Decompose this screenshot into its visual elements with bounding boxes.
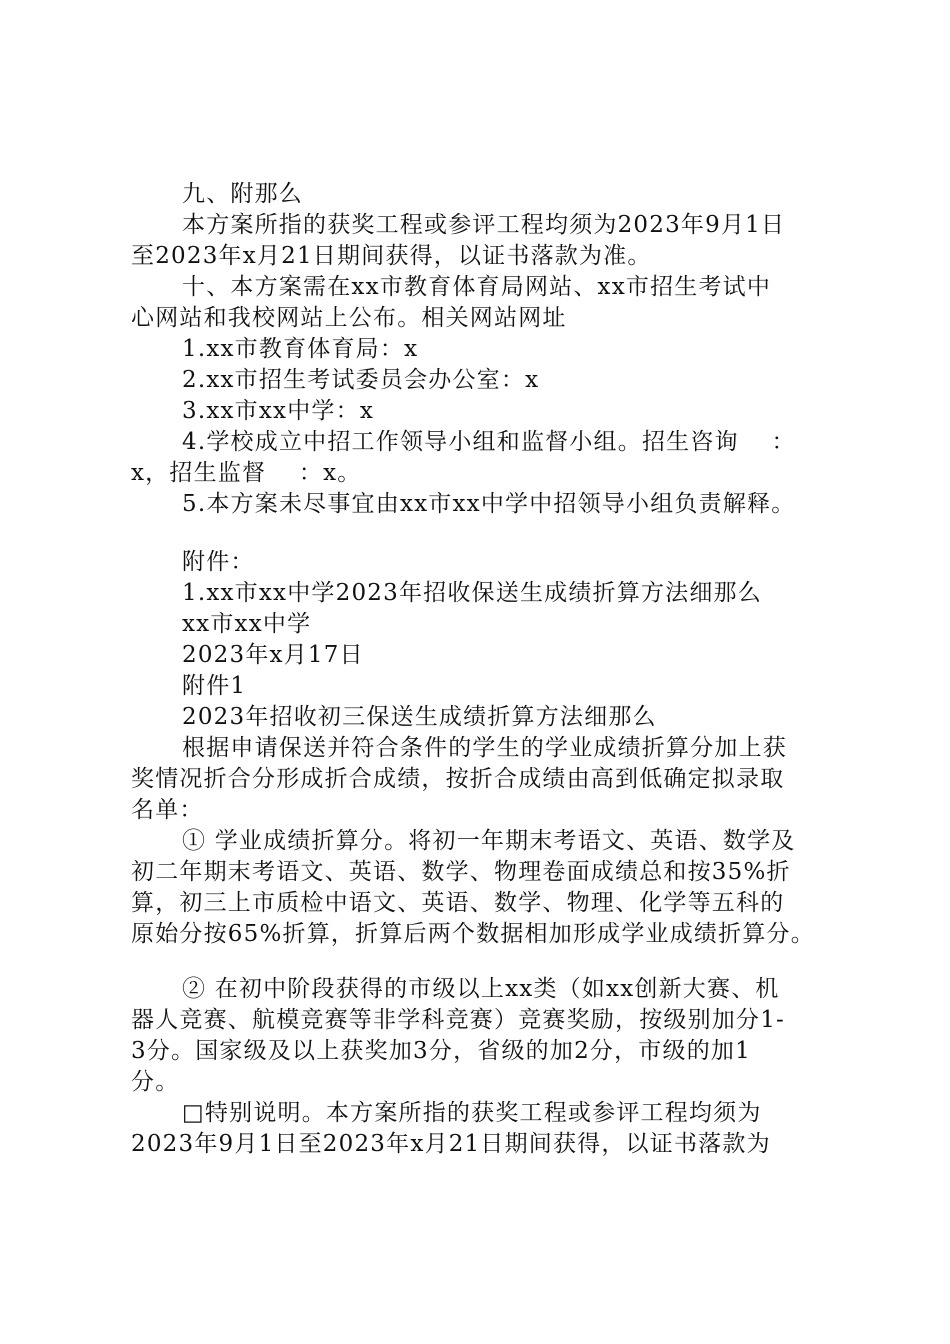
signature-org: xx市xx中学 xyxy=(182,611,312,637)
paragraph-line: 名单： xyxy=(131,797,204,823)
paragraph-line: 本方案所指的获奖工程或参评工程均须为2023年9月1日 xyxy=(182,212,786,238)
attachment-item: 1.xx市xx中学2023年招收保送生成绩折算方法细那么 xyxy=(182,580,762,606)
paragraph-line: 原始分按65%折算，折算后两个数据相加形成学业成绩折算分。 xyxy=(131,921,815,947)
paragraph-line: 至2023年x月21日期间获得，以证书落款为准。 xyxy=(131,243,652,269)
section-heading: 九、附那么 xyxy=(182,181,303,207)
list-item: 1.xx市教育体育局：x xyxy=(182,336,419,362)
list-item: 2.xx市招生考试委员会办公室：x xyxy=(182,367,540,393)
paragraph-line: 分。 xyxy=(131,1069,180,1095)
paragraph-line: ① 学业成绩折算分。将初一年期末考语文、英语、数学及 xyxy=(182,828,796,854)
appendix-title: 2023年招收初三保送生成绩折算方法细那么 xyxy=(182,704,657,730)
signature-date: 2023年x月17日 xyxy=(182,642,364,668)
list-item-continuation: x，招生监督 ：x。 xyxy=(131,460,362,486)
list-item: 5.本方案未尽事宜由xx市xx中学中招领导小组负责解释。 xyxy=(182,491,796,517)
paragraph-line: 心网站和我校网站上公布。相关网站网址 xyxy=(131,305,567,331)
paragraph-line: 3分。国家级及以上获奖加3分，省级的加2分，市级的加1 xyxy=(131,1038,751,1064)
paragraph-line: 算，初三上市质检中语文、英语、数学、物理、化学等五科的 xyxy=(131,890,785,916)
paragraph-line: ② 在初中阶段获得的市级以上xx类（如xx创新大赛、机 xyxy=(182,976,780,1002)
appendix-label: 附件1 xyxy=(182,673,247,699)
paragraph-line: 十、本方案需在xx市教育体育局网站、xx市招生考试中 xyxy=(182,274,772,300)
paragraph-line: 奖情况折合分形成折合成绩，按折合成绩由高到低确定拟录取 xyxy=(131,766,785,792)
list-item: 4.学校成立中招工作领导小组和监督小组。招生咨询 ： xyxy=(182,429,796,455)
paragraph-line: 初二年期末考语文、英语、数学、物理卷面成绩总和按35%折 xyxy=(131,859,791,885)
attachment-label: 附件： xyxy=(182,549,255,575)
paragraph-line: 2023年9月1日至2023年x月21日期间获得，以证书落款为 xyxy=(131,1131,771,1157)
paragraph-line: 根据申请保送并符合条件的学生的学业成绩折算分加上获 xyxy=(182,735,787,761)
list-item: 3.xx市xx中学：x xyxy=(182,398,375,424)
paragraph-line: 器人竞赛、航模竞赛等非学科竞赛）竞赛奖励，按级别加分1- xyxy=(131,1007,786,1033)
paragraph-line: □特别说明。本方案所指的获奖工程或参评工程均须为 xyxy=(182,1100,762,1126)
